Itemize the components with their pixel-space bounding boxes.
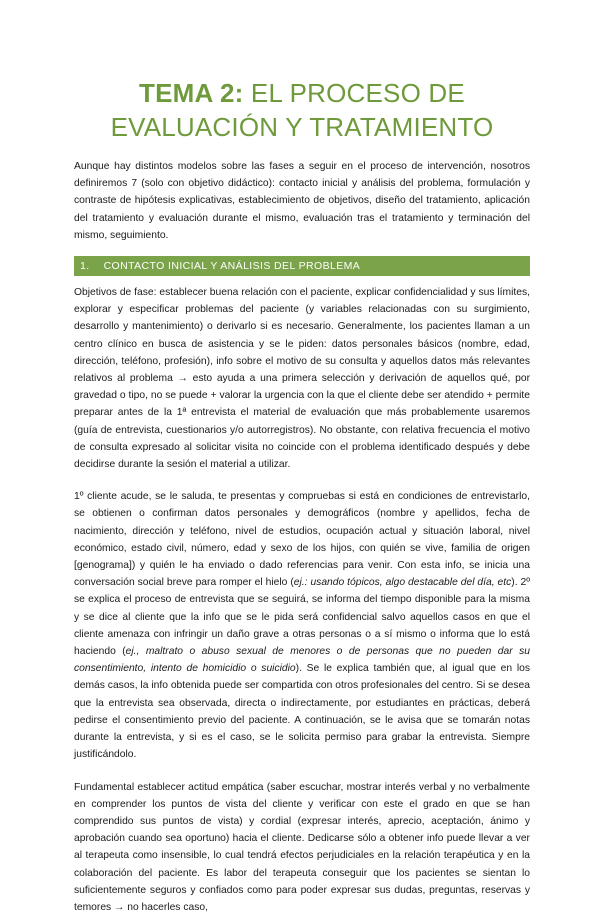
paragraph-text: Objetivos de fase: establecer buena relación con el paciente, explicar confidencialidad y sus límites, explorar y especificar problemas del paciente (y variables relacionadas con su surgimiento, desarrollo y mantenimiento) o derivarlo si es necesario. Generalmente, los pacientes llaman a un centro clínico en busca de asistencia y se le piden: datos personales básicos (nombre, edad, dirección, teléfono, profesión), info sobre el motivo de su consulta y aquellos datos más relevantes relativos al problema	[74, 287, 530, 384]
title-line-2: EVALUACIÓN Y TRATAMIENTO	[74, 110, 530, 144]
title-topic-name: EL PROCESO DE	[243, 78, 464, 108]
title-line-1	[74, 76, 530, 110]
intro-paragraph: Aunque hay distintos modelos sobre las fases a seguir en el proceso de intervención, nosotros definiremos 7 (solo con objetivo didáctico): contacto inicial y análisis del problema, formulación y contraste de hipótesis explicativas, establecimiento de objetivos, diseño del tratamiento, aplicación del tratamiento y evaluación durante el mismo, evaluación tras el tratamiento y terminación del mismo, seguimiento.	[74, 158, 530, 244]
body-paragraph-objectives	[74, 284, 530, 473]
paragraph-text: 1º cliente acude, se le saluda, te presentas y compruebas si está en condiciones de entrevistarlo, se obtienen o confirman datos personales y demográficos (nombre y apellidos, fecha de nacimiento, dirección y teléfono, nivel de estudios, ocupación actual y situación laboral, nivel económico, estado civil, número, edad y sexo de los hijos, con quién se vive, familia de origen [genograma]) y quién le ha enviado o dado referencias para venir. Con esta info, se inicia una conversación social breve para romper el hielo (	[74, 491, 530, 588]
page-title	[74, 76, 530, 144]
paragraph-text: ). Se le explica también que, al igual que en los demás casos, la info obtenida puede ser compartida con otros profesionales del centro. Si se desea que la entrevista sea observada, directa o indirectamente, por estudiantes en prácticas, deberá pedirse el consentimiento previo del paciente. A continuación, se le avisa que se tomarán notas durante la entrevista, y si es el caso, se le solicita permiso para grabar la entrevista. Siempre justificándolo.	[74, 663, 530, 760]
paragraph-text: Fundamental establecer actitud empática (saber escuchar, mostrar interés verbal y no verbalmente en comprender los puntos de vista del cliente y verificar con este el grado en que se han comprendido sus puntos de vista) y cordial (expresar interés, aprecio, aceptación, ánimo y aprobación cuando sea oportuno) hacia el cliente. Dedicarse sólo a obtener info puede llevar a ver al terapeuta como insensible, lo cual tendrá efectos perjudiciales en la relación terapéutica y en la colaboración del paciente. Es labor del terapeuta conseguir que los pacientes se sientan lo suficientemente seguros y confiados como para poder expresar sus dudas, preguntas, reservas y temores	[74, 782, 530, 913]
paragraph-text: ). 2º se explica el proceso de entrevista que se seguirá, se informa del tiempo disponible para la misma y se dice al cliente que la info que se le pida será confidencial salvo aquellos casos en que el cliente amenaza con infringir un daño grave a otras personas o a sí mismo o informa que lo está haciendo (	[74, 577, 530, 657]
section-title: CONTACTO INICIAL Y ANÁLISIS DEL PROBLEMA	[104, 260, 361, 272]
paragraph-text: no hacerles caso,	[124, 902, 208, 913]
section-heading	[74, 256, 530, 276]
italic-example: ej., maltrato o abuso sexual de menores o de personas que no pueden dar su consentimiento, intento de homicidio o suicidio	[74, 646, 530, 674]
body-paragraph-empathy	[74, 779, 530, 916]
italic-example: ej.: usando tópicos, algo destacable del día, etc	[294, 577, 512, 588]
title-topic-number: TEMA 2:	[139, 78, 243, 108]
right-arrow-icon: →	[178, 370, 188, 387]
body-paragraph-first-visit	[74, 488, 530, 763]
section-number: 1.	[80, 260, 90, 272]
right-arrow-icon: →	[114, 899, 124, 916]
paragraph-text: esto ayuda a una primera selección y derivación de aquellos qué, por gravedad o tipo, no se puede + valorar la urgencia con la que el cliente debe ser atendido + permite preparar antes de la 1ª entrevista el material de evaluación que más probablemente usaremos (guía de entrevista, cuestionarios y/o autorregistros). No obstante, con relativa frecuencia el motivo de consulta expresado al solicitar visita no coincide con el problema identificado después y debe decidirse durante la sesión el material a utilizar.	[74, 373, 530, 470]
